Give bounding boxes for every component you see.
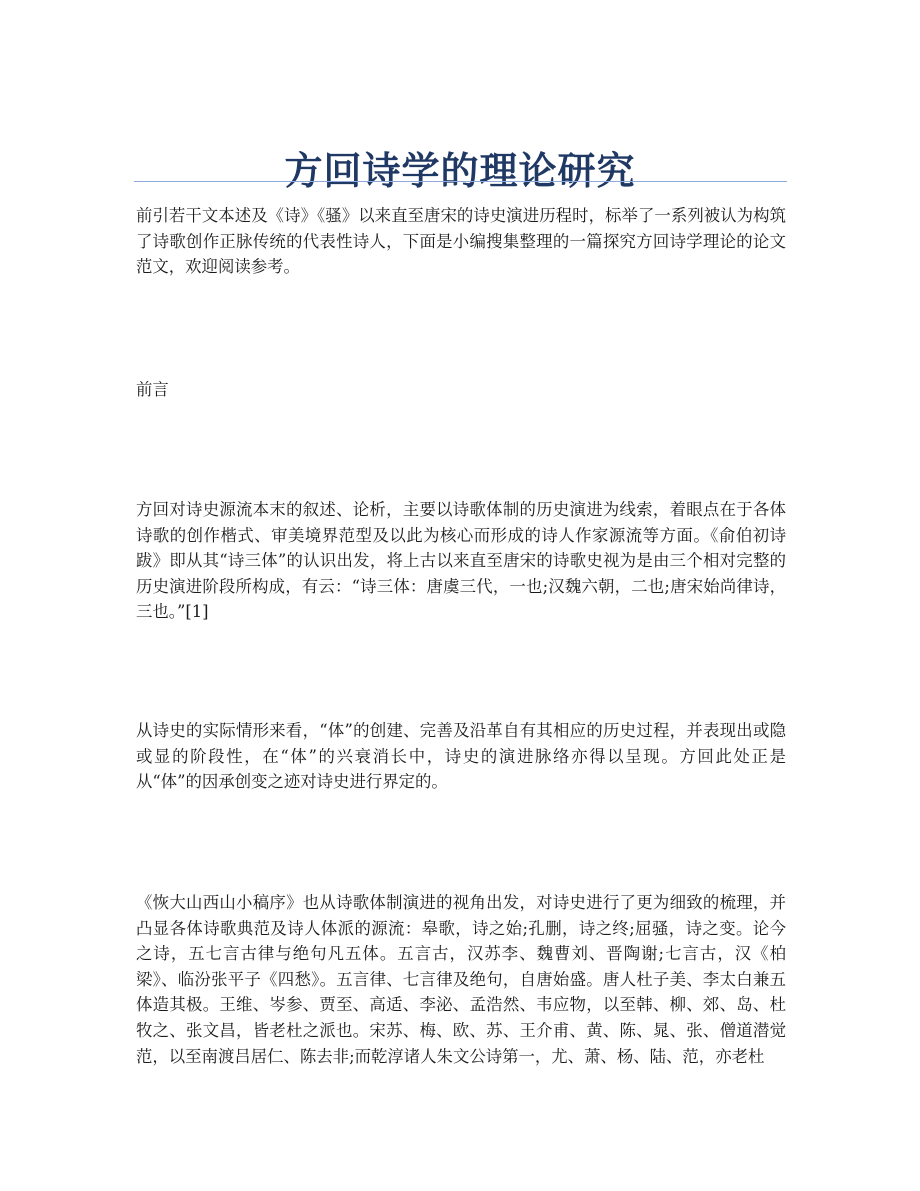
body-paragraph: 从诗史的实际情形来看，“体”的创建、完善及沿革自有其相应的历史过程，并表现出或隐或显的阶段性，在“体”的兴衰消长中，诗史的演进脉络亦得以呈现。方回此处正是从“体”的因承创变之迹对诗史进行界定的。 <box>136 721 786 792</box>
body-paragraph: 方回对诗史源流本末的叙述、论析，主要以诗歌体制的历史演进为线索，着眼点在于各体诗歌的创作楷式、审美境界范型及以此为核心而形成的诗人作家源流等方面。《俞伯初诗跋》即从其“诗三体”的认识出发，将上古以来直至唐宋的诗歌史视为是由三个相对完整的历史演进阶段所构成，有云：“诗三体：唐虞三代，一也;汉魏六朝，二也;唐宋始尚律诗，三也。”[1] <box>136 500 786 622</box>
section-heading-preface: 前言 <box>136 380 169 399</box>
title-divider <box>134 181 787 182</box>
intro-paragraph: 前引若干文本述及《诗》《骚》以来直至唐宋的诗史演进历程时，标举了一系列被认为构筑了诗歌创作正脉传统的代表性诗人，下面是小编搜集整理的一篇探究方回诗学理论的论文范文，欢迎阅读参考。 <box>136 206 786 277</box>
page-title: 方回诗学的理论研究 <box>284 149 636 194</box>
body-paragraph: 《恢大山西山小稿序》也从诗歌体制演进的视角出发，对诗史进行了更为细致的梳理，并凸显各体诗歌典范及诗人体派的源流：皋歌，诗之始;孔删，诗之终;屈骚，诗之变。论今之诗，五七言古律与绝句凡五体。五言古，汉苏李、魏曹刘、晋陶谢;七言古，汉《柏梁》、临汾张平子《四愁》。五言律、七言律及绝句，自唐始盛。唐人杜子美、李太白兼五体造其极。王维、岑参、贾至、高适、李泌、孟浩然、韦应物，以至韩、柳、郊、岛、杜牧之、张文昌，皆老杜之派也。宋苏、梅、欧、苏、王介甫、黄、陈、晁、张、僧道潜觉范，以至南渡吕居仁、陈去非;而乾淳诸人朱文公诗第一，尤、萧、杨、陆、范，亦老杜 <box>136 893 786 1066</box>
